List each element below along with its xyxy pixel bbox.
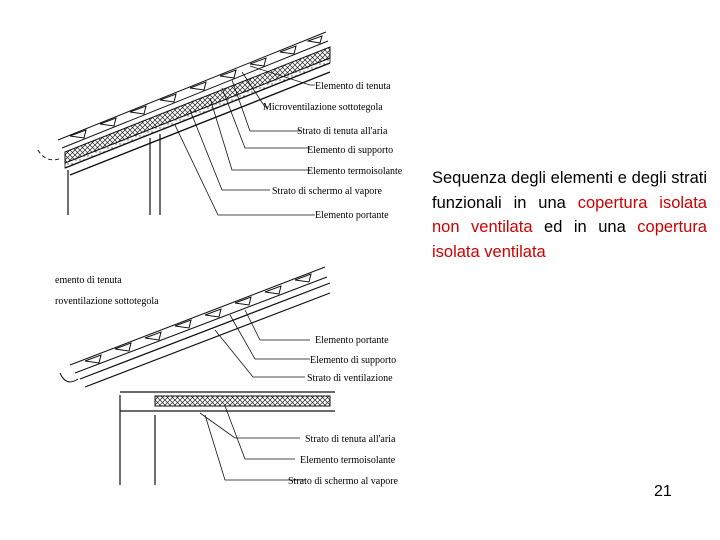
caption-part-1: Sequenza degli elementi e degli strati funzionali in una [432, 169, 707, 212]
label-microventilazione: Microventilazione sottotegola [263, 102, 383, 113]
label-schermo-vapore-bottom: Strato di schermo al vapore [288, 476, 398, 487]
page-number: 21 [654, 483, 672, 500]
label-schermo-vapore: Strato di schermo al vapore [272, 186, 382, 197]
leader-lines-bottom [200, 310, 310, 480]
ventilated-roof-diagram [55, 255, 410, 495]
caption-part-2: copertura isolata non ventilata [432, 193, 707, 236]
bearing-element [65, 63, 330, 175]
gutter-icon [38, 150, 62, 160]
label-tenuta-aria-bottom: Strato di tenuta all'aria [305, 434, 396, 445]
caption [432, 166, 707, 264]
label-termoisolante-bottom: Elemento termoisolante [300, 455, 396, 466]
label-elemento-di-tenuta-bottom: emento di tenuta [55, 275, 122, 286]
label-elemento-portante: Elemento portante [315, 210, 389, 221]
top-diagram-labels [263, 81, 403, 221]
label-elemento-di-tenuta: Elemento di tenuta [315, 81, 391, 92]
label-microventilazione-bottom: roventilazione sottotegola [55, 296, 159, 307]
label-elemento-supporto: Elemento di supporto [307, 145, 394, 156]
caption-part-4: copertura isolata ventilata [432, 218, 707, 261]
label-tenuta-aria: Strato di tenuta all'aria [297, 126, 388, 137]
gutter-icon-bottom [60, 373, 78, 382]
label-strato-ventilazione: Strato di ventilazione [307, 373, 393, 384]
label-elemento-portante-bottom: Elemento portante [315, 335, 389, 346]
insulation-layer-bottom [155, 396, 330, 406]
caption-part-3: ed in una [544, 218, 626, 236]
label-elemento-supporto-bottom: Elemento di supporto [310, 355, 397, 366]
non-ventilated-roof-diagram [10, 10, 410, 245]
label-termoisolante: Elemento termoisolante [307, 166, 403, 177]
